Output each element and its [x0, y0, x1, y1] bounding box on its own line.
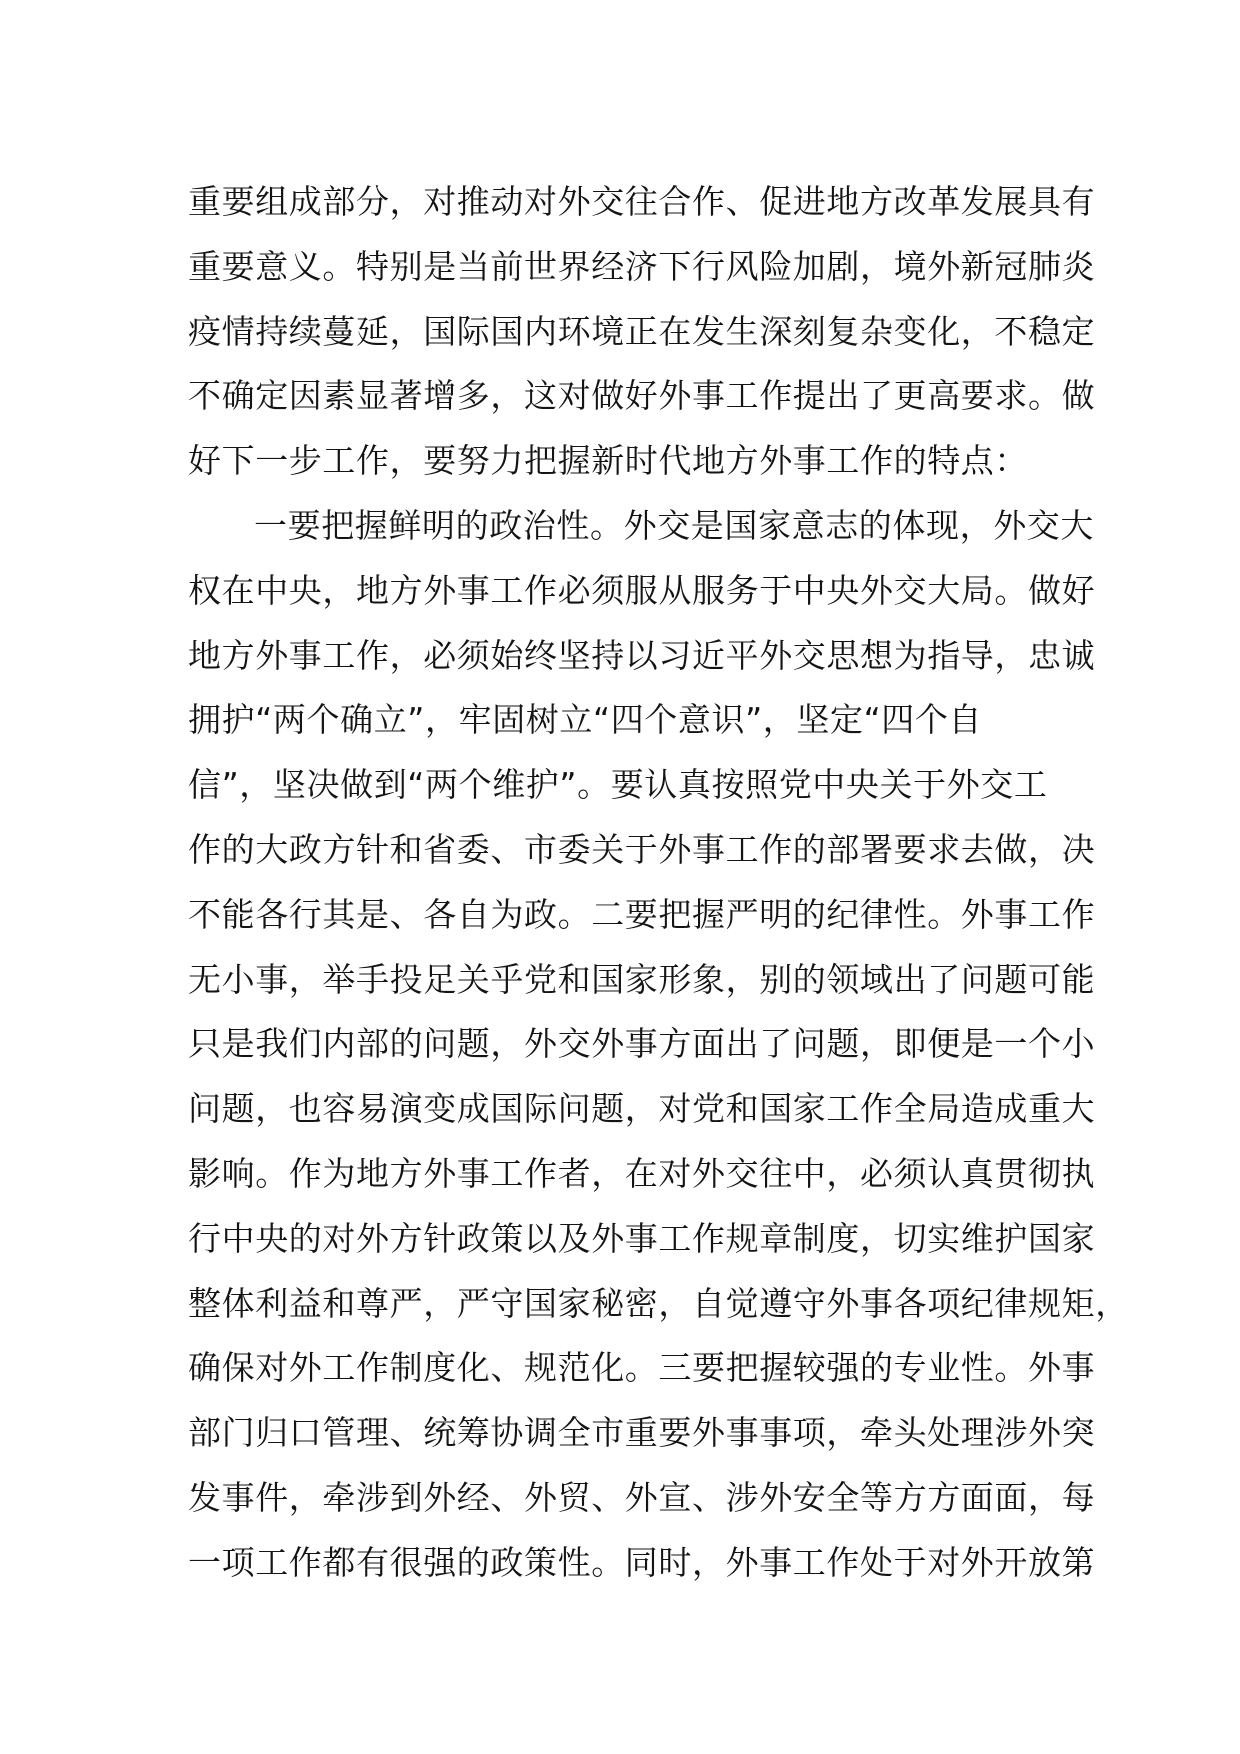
text-line: 问题，也容易演变成国际问题，对党和国家工作全局造成重大	[188, 1089, 1096, 1129]
text-line: 重要意义。特别是当前世界经济下行风险加剧，境外新冠肺炎	[188, 246, 1096, 286]
text-line: 不确定因素显著增多，这对做好外事工作提出了更高要求。做	[188, 376, 1096, 416]
text-line: 疫情持续蔓延，国际国内环境正在发生深刻复杂变化，不稳定	[188, 311, 1096, 351]
paragraph-first-line: 一要把握鲜明的政治性。外交是国家意志的体现，外交大	[254, 505, 1094, 545]
text-line: 整体利益和尊严，严守国家秘密，自觉遵守外事各项纪律规矩，	[188, 1283, 1129, 1323]
text-line: 部门归口管理、统筹协调全市重要外事事项，牵头处理涉外突	[188, 1413, 1096, 1453]
text-line: 只是我们内部的问题，外交外事方面出了问题，即便是一个小	[188, 1024, 1096, 1064]
text-line: 一项工作都有很强的政策性。同时，外事工作处于对外开放第	[188, 1542, 1096, 1582]
text-line: 作的大政方针和省委、市委关于外事工作的部署要求去做，决	[188, 829, 1096, 869]
text-line: 影响。作为地方外事工作者，在对外交往中，必须认真贯彻执	[188, 1153, 1096, 1193]
text-line: 不能各行其是、各自为政。二要把握严明的纪律性。外事工作	[188, 894, 1096, 934]
text-line: 行中央的对外方针政策以及外事工作规章制度，切实维护国家	[188, 1218, 1096, 1258]
text-line: 信”，坚决做到“两个维护”。要认真按照党中央关于外交工	[188, 765, 1048, 805]
text-line: 发事件，牵涉到外经、外贸、外宣、涉外安全等方方面面，每	[188, 1477, 1096, 1517]
text-line: 地方外事工作，必须始终坚持以习近平外交思想为指导，忠诚	[188, 635, 1096, 675]
text-line: 重要组成部分，对推动对外交往合作、促进地方改革发展具有	[188, 182, 1096, 221]
text-line: 无小事，举手投足关乎党和国家形象，别的领域出了问题可能	[188, 959, 1096, 999]
text-line: 确保对外工作制度化、规范化。三要把握较强的专业性。外事	[188, 1348, 1096, 1388]
body-text	[188, 170, 1129, 1596]
text-line: 拥护“两个确立”，牢固树立“四个意识”，坚定“四个自	[188, 700, 983, 740]
text-line: 权在中央，地方外事工作必须服从服务于中央外交大局。做好	[188, 570, 1096, 610]
text-line: 好下一步工作，要努力把握新时代地方外事工作的特点：	[188, 441, 1028, 481]
